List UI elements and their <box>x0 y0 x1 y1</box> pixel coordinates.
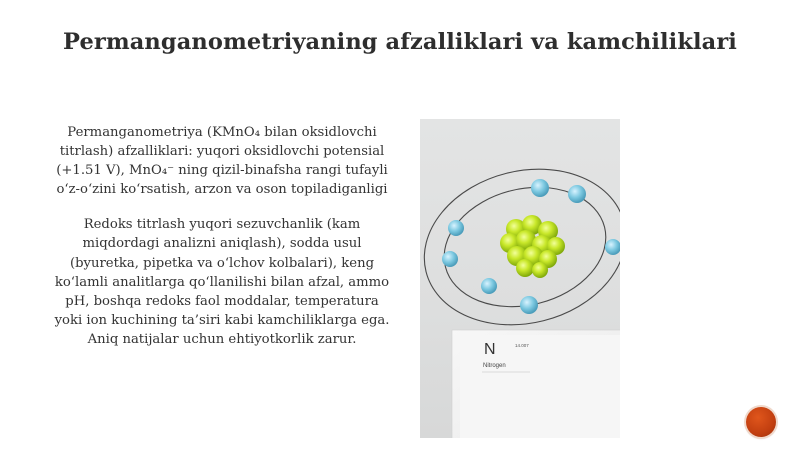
paragraph-redox-summary: Redoks titrlash yuqori sezuvchanlik (kam miqdordagi analizni aniqlash), sodda usul (byuretka, pipetka va o‘lchov kolbalari), keng ko‘lamli analitlarga qo‘llanilishi bilan afzal, ammo pH, boshqa redoks faol moddalar, temperatura yoki ion kuchining ta’siri kabi kamchiliklarga ega. Aniq natijalar uchun ehtiyotkorlik zarur. <box>54 217 390 347</box>
element-name: Nitrogen <box>483 363 506 369</box>
element-symbol: N <box>484 341 496 358</box>
nitrogen-atom-image <box>420 119 620 438</box>
element-mass: 14.007 <box>515 343 529 348</box>
paragraph-advantages: Permanganometriya (KMnO₄ bilan oksidlovchi titrlash) afzalliklari: yuqori oksidlovchi potensial (+1.51 V), MnO₄⁻ ning qizil-binafsha rangi tufayli o‘z-o‘zini ko‘rsatish, arzon va oson topiladiganligi <box>56 125 388 198</box>
element-card <box>452 330 620 438</box>
nucleus <box>500 215 565 278</box>
slide-title: Permanganometriyaning afzalliklari va kamchiliklari <box>63 29 737 55</box>
slide-body <box>52 123 392 349</box>
next-slide-button[interactable] <box>746 407 776 437</box>
atom-illustration <box>420 119 620 438</box>
